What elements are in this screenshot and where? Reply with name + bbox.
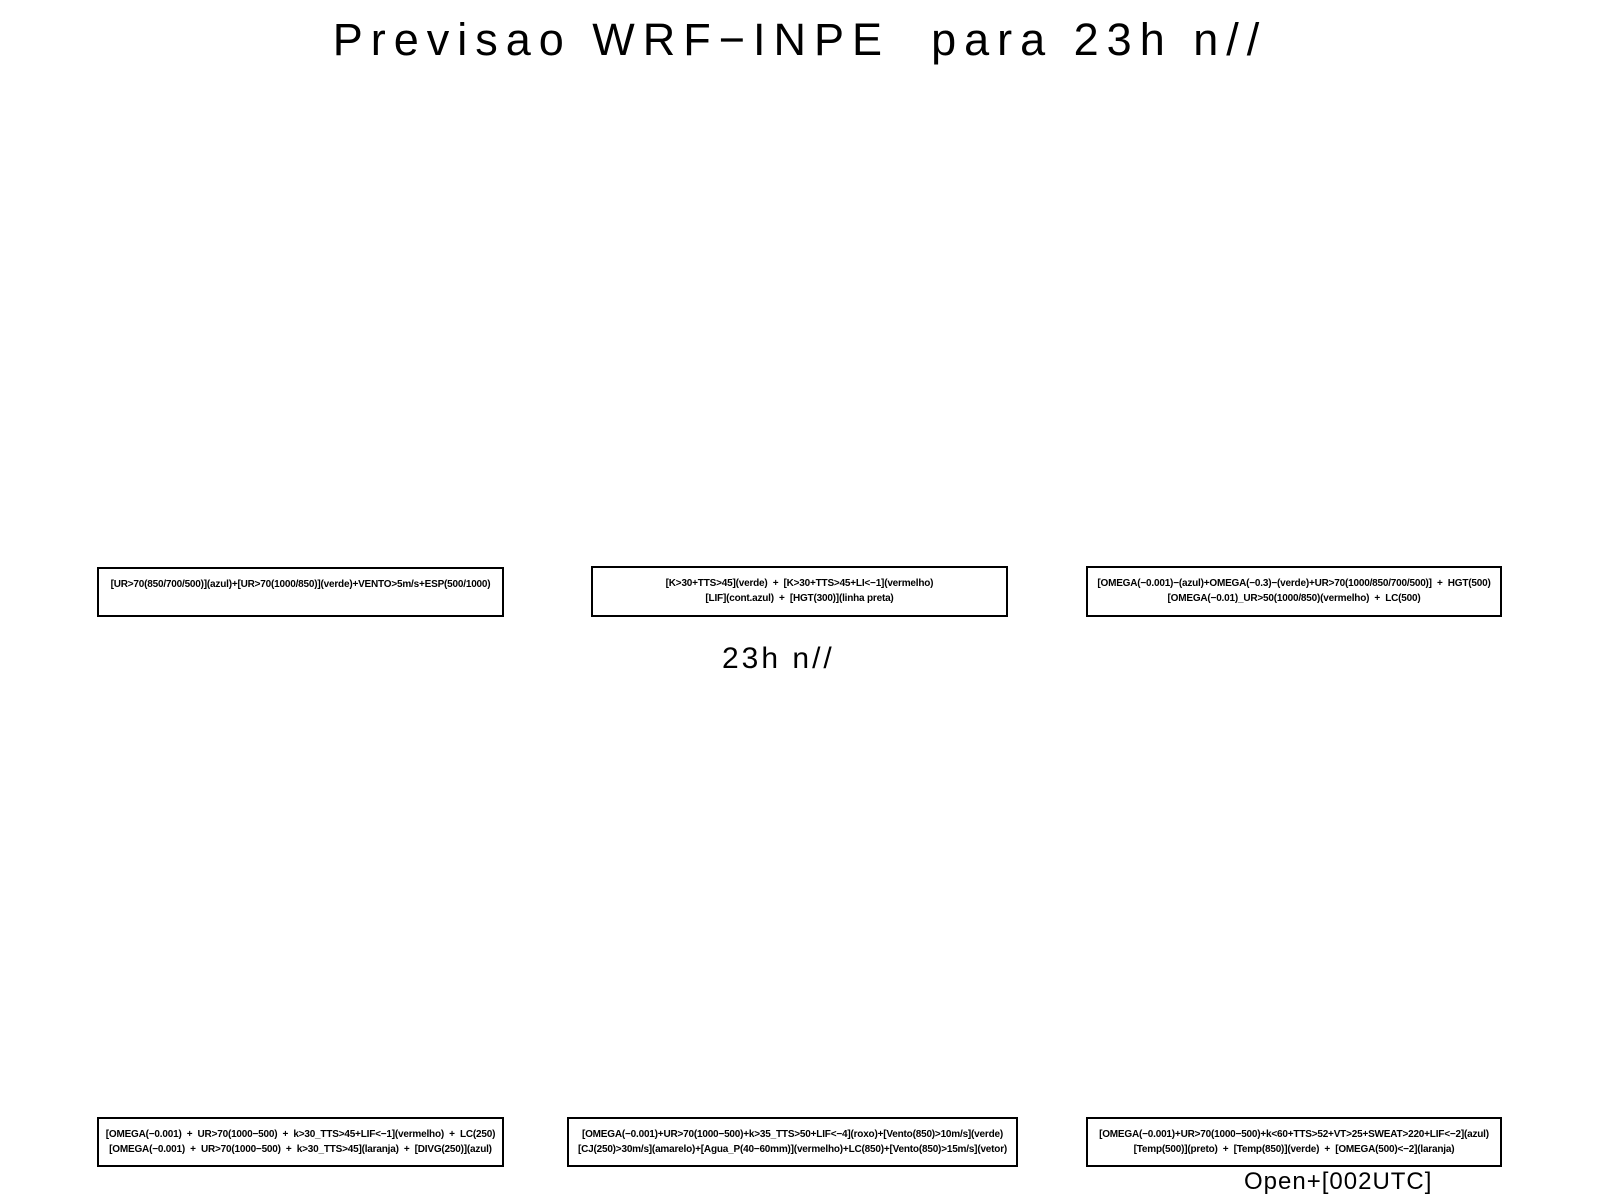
caption-line: [Temp(500)](preto) + [Temp(850)](verde) + [OMEGA(500)<−2](laranja): [1133, 1144, 1455, 1155]
caption-box-bottom-right: [1086, 1117, 1502, 1167]
caption-line: [OMEGA(−0.001) + UR>70(1000−500) + k>30_TTS>45+LIF<−1](vermelho) + LC(250): [105, 1129, 496, 1140]
caption-line: [OMEGA(−0.001)−(azul)+OMEGA(−0.3)−(verde)+UR>70(1000/850/700/500)] + HGT(500): [1097, 578, 1491, 589]
page-title: Previsao WRF−INPE para 23h n//: [332, 14, 1268, 65]
caption-line: [OMEGA(−0.001)+UR>70(1000−500)+k>35_TTS>50+LIF<−4](roxo)+[Vento(850)>10m/s](verde): [581, 1129, 1004, 1140]
caption-line: [OMEGA(−0.01)_UR>50(1000/850)(vermelho) + LC(500): [1167, 593, 1421, 604]
caption-box-top-right: [1086, 566, 1502, 617]
footer-utc-label: Open+[002UTC]: [1244, 1168, 1433, 1195]
caption-line: [UR>70(850/700/500)](azul)+[UR>70(1000/850)](verde)+VENTO>5m/s+ESP(500/1000): [110, 579, 491, 590]
caption-line: [CJ(250)>30m/s](amarelo)+[Agua_P(40−60mm)](vermelho)+LC(850)+[Vento(850)>15m/s](vetor): [577, 1144, 1008, 1155]
caption-box-top-center: [591, 566, 1008, 617]
caption-box-top-left: [97, 567, 504, 617]
caption-line: [OMEGA(−0.001) + UR>70(1000−500) + k>30_TTS>45](laranja) + [DIVG(250)](azul): [109, 1144, 492, 1155]
caption-line: [OMEGA(−0.001)+UR>70(1000−500)+k<60+TTS>52+VT>25+SWEAT>220+LIF<−2](azul): [1099, 1129, 1489, 1140]
caption-box-bottom-center: [567, 1117, 1018, 1167]
caption-line: [LIF](cont.azul) + [HGT(300)](linha preta): [705, 593, 894, 604]
caption-line: [K>30+TTS>45](verde) + [K>30+TTS>45+LI<−1](vermelho): [665, 578, 934, 589]
caption-box-bottom-left: [97, 1117, 504, 1167]
frame-time-label: 23h n//: [722, 642, 835, 675]
